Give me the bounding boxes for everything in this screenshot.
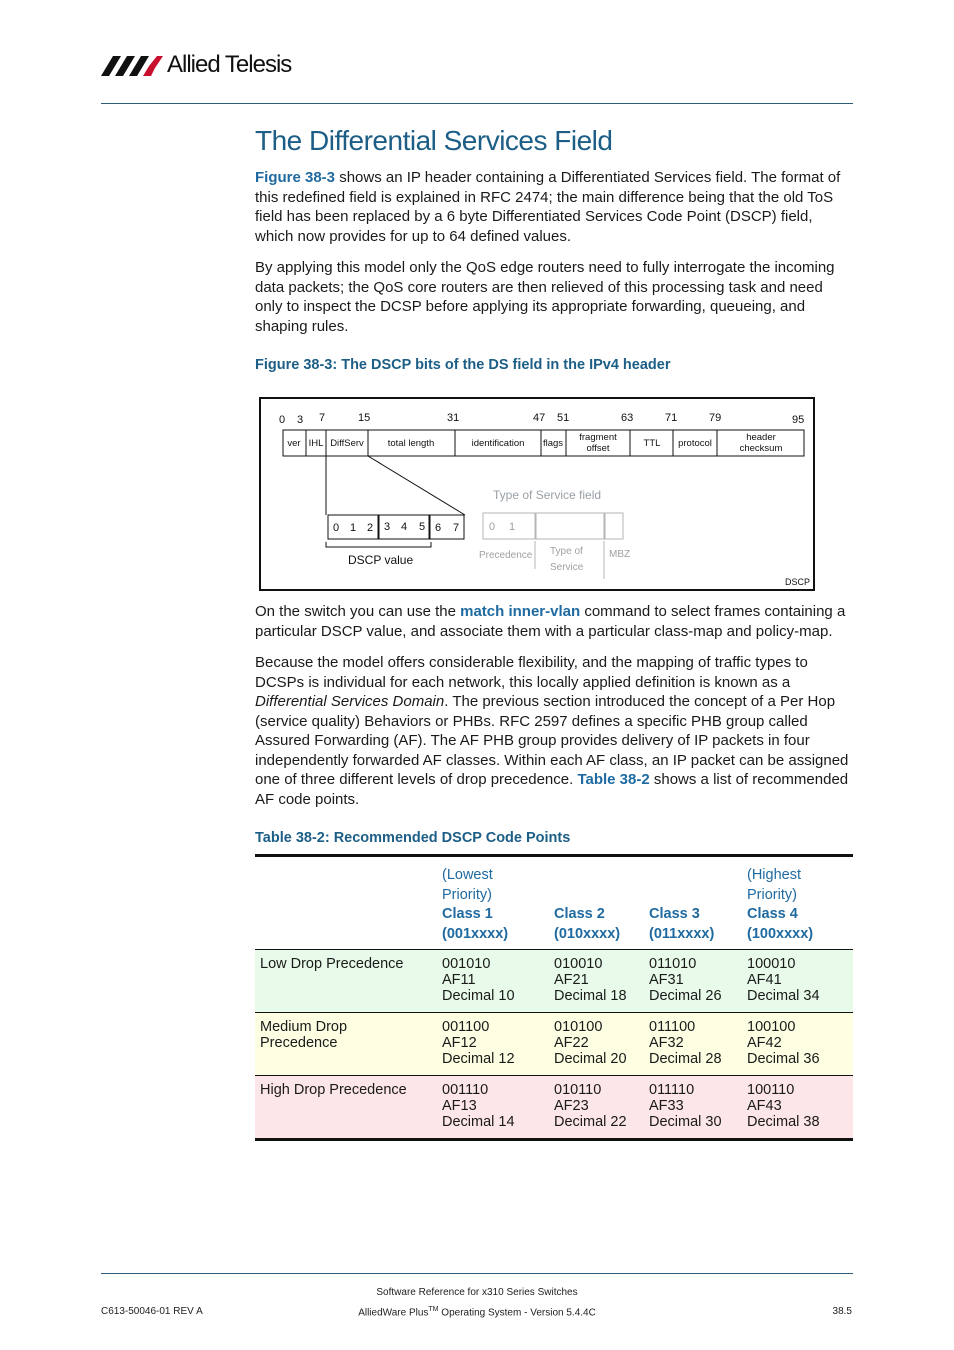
dscp-bit: 7 [453, 522, 460, 534]
table-cell: 001100 AF12 Decimal 12 [437, 1013, 549, 1076]
figure-38-3-link[interactable]: Figure 38-3 [255, 169, 336, 186]
ip-header-figure [259, 397, 815, 591]
row-label: High Drop Precedence [255, 1076, 437, 1140]
footer-line-1: Software Reference for x310 Series Switches [376, 1287, 578, 1298]
bit-position: 63 [621, 412, 634, 424]
class-name: Class 3 [649, 906, 700, 922]
brand-name: Allied Telesis [167, 51, 292, 78]
intro-text: shows an IP header containing a Differentiated Services field. The format of this redefined field is explained in RFC 2474; the main difference being that the old ToS field has been replaced by a 6 byte Differentiated Services Code Point (DSCP) field, which now provides for up to 64 defined values. [255, 169, 841, 245]
figure-caption: Figure 38-3: The DSCP bits of the DS field in the IPv4 header [255, 357, 671, 373]
field-identification: identification [471, 438, 525, 449]
bit-position: 0 [279, 414, 286, 426]
phb-paragraph [255, 653, 853, 809]
edge-router-paragraph: By applying this model only the QoS edge routers need to fully interrogate the incoming data packets; the QoS core routers are then relieved of this processing task and need only to inspect the DCSP before applying its appropriate forwarding, queueing, and shaping rules. [255, 259, 835, 335]
table-cell: 010110 AF23 Decimal 22 [549, 1076, 644, 1140]
priority-note: Priority) [442, 886, 492, 903]
dscp-value-label: DSCP value [348, 553, 414, 567]
class-code: (001xxxx) [442, 925, 509, 942]
table-caption: Table 38-2: Recommended DSCP Code Points [255, 830, 571, 846]
p4-text-2: . The previous section introduced the concept of a Per Hop (service quality) Behaviors or PHBs. RFC 2597 defines a specific PHB group called Assured Forwarding (AF). The AF PHB group provides delivery of IP packets in four independently forwarded AF classes. Within each AF class, an IP packet can be assigned one of three different levels of drop precedence. [255, 693, 849, 788]
os-version: Operating System - Version 5.4.4C [438, 1307, 596, 1319]
field-protocol: protocol [678, 438, 712, 449]
page-title: The Differential Services Field [255, 125, 613, 156]
field-fragment: fragment [579, 432, 617, 443]
bit-position: 3 [297, 414, 304, 426]
figure-corner-label: DSCP [785, 577, 811, 587]
dscp-code-points-table [255, 854, 853, 1141]
header-cell [742, 856, 853, 950]
p3-text-after: command to select frames containing a particular DSCP value, and associate them with a particular class-map and policy-map. [255, 603, 846, 640]
p4-italic-term: Differential Services Domain [255, 693, 445, 710]
intro-paragraph [255, 168, 853, 246]
tos-precedence-label: Precedence [479, 550, 533, 561]
class-name: Class 4 [747, 906, 798, 922]
table-cell: 001110 AF13 Decimal 14 [437, 1076, 549, 1140]
priority-note: (Lowest [442, 867, 493, 883]
field-ttl: TTL [643, 438, 661, 449]
class-code: (100xxxx) [747, 925, 814, 942]
footer-line-2 [0, 1306, 954, 1318]
table-cell: 011110 AF33 Decimal 30 [644, 1076, 742, 1140]
footer-rule [101, 1273, 853, 1274]
field-ver: ver [287, 438, 301, 449]
page-number: 38.5 [832, 1306, 852, 1317]
dscp-bit: 3 [384, 521, 391, 533]
match-inner-vlan-link[interactable]: match inner-vlan [460, 603, 581, 620]
dscp-bit: 5 [419, 521, 426, 533]
field-header: header [746, 432, 776, 443]
bit-position: 95 [792, 414, 805, 426]
header-rule [101, 103, 853, 104]
class-code: (011xxxx) [649, 925, 715, 942]
dscp-diagram [261, 399, 813, 589]
priority-note: Priority) [747, 886, 797, 903]
logo-mark-icon [101, 52, 163, 78]
field-total-length: total length [387, 438, 435, 449]
table-row [255, 1013, 853, 1076]
match-command-paragraph [255, 602, 853, 641]
dscp-bit: 6 [435, 522, 442, 534]
bit-position: 71 [665, 412, 678, 424]
bit-position: 47 [533, 412, 546, 424]
field-checksum: checksum [739, 443, 783, 454]
table-cell: 100100 AF42 Decimal 36 [742, 1013, 853, 1076]
table-row [255, 950, 853, 1013]
p4-text-1: Because the model offers considerable flexibility, and the mapping of traffic types to DCSPs is individual for each network, this locally applied definition is known as a [255, 654, 808, 691]
table-cell: 011010 AF31 Decimal 26 [644, 950, 742, 1013]
field-ihl: IHL [308, 438, 324, 449]
table-cell: 100010 AF41 Decimal 34 [742, 950, 853, 1013]
tos-bit: 0 [489, 521, 496, 533]
tos-bit: 1 [509, 521, 516, 533]
table-cell: 010100 AF22 Decimal 20 [549, 1013, 644, 1076]
table-cell: 100110 AF43 Decimal 38 [742, 1076, 853, 1140]
field-offset: offset [586, 443, 610, 454]
table-cell: 011100 AF32 Decimal 28 [644, 1013, 742, 1076]
bit-position: 15 [358, 412, 371, 424]
p3-text-before: On the switch you can use the [255, 603, 461, 620]
field-diffserv: DiffServ [330, 438, 364, 449]
dscp-bit: 1 [350, 522, 357, 534]
class-code: (010xxxx) [554, 925, 621, 942]
table-cell: 010010 AF21 Decimal 18 [549, 950, 644, 1013]
header-cell [255, 856, 437, 950]
trademark-mark: TM [428, 1306, 439, 1313]
bit-position: 7 [319, 412, 326, 424]
class-name: Class 2 [554, 906, 605, 922]
table-38-2-link[interactable]: Table 38-2 [577, 771, 650, 788]
header-cell [437, 856, 549, 950]
tos-type-label: Type of [550, 546, 583, 557]
p4-text-3: shows a list of recommended AF code points. [255, 771, 849, 808]
row-label: Medium Drop Precedence [255, 1013, 437, 1076]
tos-service-label: Service [550, 562, 584, 573]
dscp-bit: 2 [367, 522, 374, 534]
table-header-row [255, 856, 853, 950]
field-flags: flags [542, 438, 564, 449]
priority-note: (Highest [747, 867, 801, 883]
tos-mbz-label: MBZ [609, 549, 631, 560]
header-cell [549, 856, 644, 950]
table-cell: 001010 AF11 Decimal 10 [437, 950, 549, 1013]
dscp-bit: 0 [333, 522, 340, 534]
product-name: AlliedWare Plus [358, 1307, 429, 1319]
company-logo [101, 50, 291, 80]
bit-position: 31 [447, 412, 460, 424]
class-name: Class 1 [442, 906, 493, 922]
dscp-bit: 4 [401, 521, 408, 533]
bit-position: 79 [709, 412, 722, 424]
header-cell [644, 856, 742, 950]
tos-title: Type of Service field [493, 488, 602, 502]
footer-doc-id: C613-50046-01 REV A [101, 1306, 203, 1317]
bit-position: 51 [557, 412, 570, 424]
row-label: Low Drop Precedence [255, 950, 437, 1013]
table-row [255, 1076, 853, 1140]
